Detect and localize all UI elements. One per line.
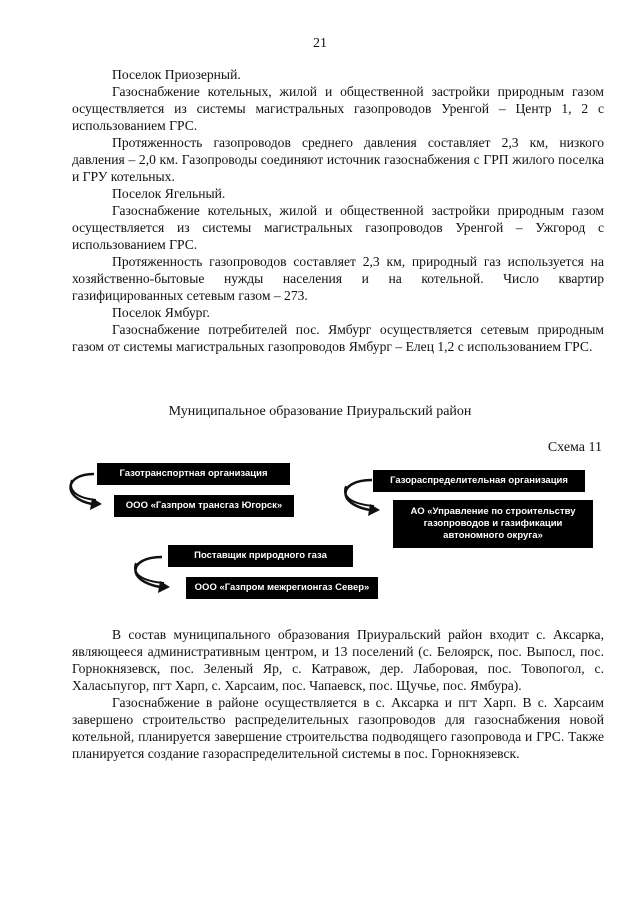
paragraph: Газоснабжение в районе осуществляется в с. Аксарка и пгт Харп. В с. Харсаим завершено строительство распределительных газопроводов для газоснабжения новой котельной, планируется завершение строительства подводящего газопровода и ГРС. Также планируется создание газораспределительной системы в пос. Горнокнязевск. — [72, 695, 604, 761]
paragraph: В состав муниципального образования Приуральский район входит с. Аксарка, являющееся административным центром, и 13 поселений (с. Белоярск, пос. Выпосл, пос. Горнокнязевск, пос. Зеленый Яр, с. Катравож, дер. Лаборовая, пос. Товопогол, с. Халасьпугор, пгт Харп, с. Харсаим, пос. Чапаевск, пос. Щучье, пос. Ямбура). — [72, 627, 604, 693]
curved-arrow-icon — [334, 476, 378, 522]
paragraph: Поселок Ягельный. — [112, 186, 226, 201]
paragraph: Газоснабжение потребителей пос. Ямбург осуществляется сетевым природным газом от системы магистральных газопроводов Ямбург – Елец 1,2 с использованием ГРС. — [72, 322, 604, 354]
supplier-header: Поставщик природного газа — [168, 545, 353, 567]
paragraph: Поселок Ямбург. — [112, 305, 210, 320]
section-district — [72, 626, 604, 762]
curved-arrow-icon — [62, 470, 102, 515]
gas-transport-header: Газотранспортная организация — [97, 463, 290, 485]
paragraph: Газоснабжение котельных, жилой и общественной застройки природным газом осуществляется из системы магистральных газопроводов Уренгой – Ужгород с использованием ГРС. — [72, 203, 604, 252]
schema-label: Схема 11 — [547, 440, 602, 455]
curved-arrow-icon — [124, 553, 168, 599]
supplier-org: ООО «Газпром межрегионгаз Север» — [186, 577, 378, 599]
paragraph: Протяженность газопроводов среднего давления составляет 2,3 км, низкого давления – 2,0 км. Газопроводы соединяют источник газоснабжения с ГРП жилого поселка и ГРУ котельных. — [72, 135, 604, 184]
paragraph: Протяженность газопроводов составляет 2,3 км, природный газ используется на хозяйственно-бытовые нужды населения и на котельной. Число квартир газифицированных сетевым газом – 273. — [72, 254, 604, 303]
paragraph: Поселок Приозерный. — [112, 67, 241, 82]
gas-distribution-header: Газораспределительная организация — [373, 470, 585, 492]
section-settlements — [72, 66, 604, 355]
municipality-title: Муниципальное образование Приуральский район — [168, 404, 472, 419]
gas-transport-org: ООО «Газпром трансгаз Югорск» — [114, 495, 294, 517]
paragraph: Газоснабжение котельных, жилой и общественной застройки природным газом осуществляется из системы магистральных газопроводов Уренгой – Центр 1, 2 с использованием ГРС. — [72, 84, 604, 133]
gas-distribution-org: АО «Управление по строительству газопроводов и газификации автономного округа» — [393, 500, 593, 548]
page-number: 21 — [313, 36, 327, 51]
